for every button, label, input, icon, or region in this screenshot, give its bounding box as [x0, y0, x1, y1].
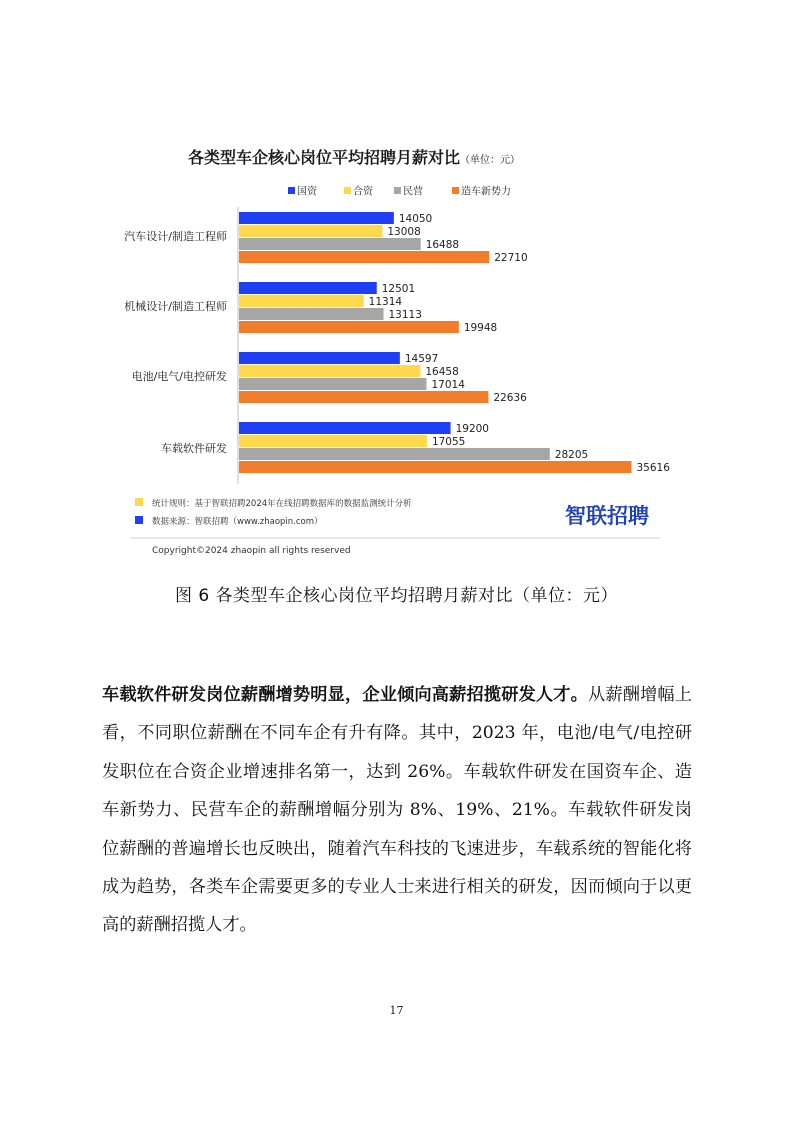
data-label-2-2: 11314: [368, 296, 403, 308]
legend-label-1: 国资: [297, 186, 317, 198]
bar-4-2: [239, 435, 427, 447]
figure-caption: 图 6 各类型车企核心岗位平均招聘月薪对比（单位：元）: [174, 586, 619, 606]
bar-2-1: [239, 282, 377, 294]
data-label-3-1: 14597: [404, 353, 439, 365]
legend-swatch-3: [394, 187, 401, 194]
data-label-3-4: 22636: [493, 392, 527, 404]
bar-4-3: [239, 448, 550, 460]
category-label-1: 汽车设计/制造工程师: [124, 230, 227, 243]
note-swatch-source: [135, 516, 143, 524]
bar-3-4: [239, 391, 488, 403]
note-rule: 统计规则：基于智联招聘2024年在线招聘数据库的数据监测统计分析: [152, 499, 412, 509]
data-label-2-1: 12501: [381, 283, 416, 295]
category-label-2: 机械设计/制造工程师: [124, 300, 227, 313]
salary-bar-chart: [110, 140, 670, 570]
data-label-1-2: 13008: [387, 226, 421, 238]
bar-3-1: [239, 352, 400, 364]
legend-swatch-1: [288, 187, 295, 194]
bar-4-1: [239, 422, 451, 434]
legend-label-4: 造车新势力: [461, 186, 511, 198]
data-label-2-4: 19948: [463, 322, 498, 334]
body-lead-sentence: 车载软件研发岗位薪酬增势明显，企业倾向高薪招揽研发人才。: [102, 685, 588, 705]
chart-copyright: Copyright©2024 zhaopin all rights reserved: [152, 546, 351, 556]
data-label-1-1: 14050: [398, 213, 433, 225]
bar-4-4: [239, 461, 631, 473]
chart-title-unit: （单位：元）: [460, 155, 521, 166]
brand-logo: 智联招聘: [565, 504, 649, 528]
data-label-1-4: 22710: [494, 252, 528, 264]
data-label-1-3: 16488: [425, 239, 460, 251]
chart-canvas: [110, 140, 670, 570]
page-number: 17: [389, 1004, 404, 1017]
bar-1-3: [239, 238, 421, 250]
bar-2-2: [239, 295, 364, 307]
bar-2-4: [239, 321, 459, 333]
data-label-3-2: 16458: [425, 366, 459, 378]
data-label-4-3: 28205: [554, 449, 589, 461]
bar-1-1: [239, 212, 394, 224]
legend-label-3: 民营: [403, 186, 423, 198]
bar-3-2: [239, 365, 420, 377]
data-label-2-3: 13113: [388, 309, 422, 321]
legend-swatch-4: [452, 187, 459, 194]
category-label-3: 电池/电气/电控研发: [131, 370, 227, 383]
note-swatch-rule: [135, 498, 143, 506]
category-label-4: 车载软件研发: [161, 442, 227, 455]
chart-title: [188, 148, 520, 167]
data-label-3-3: 17014: [431, 379, 465, 391]
bar-1-2: [239, 225, 382, 237]
data-label-4-4: 35616: [636, 462, 670, 474]
data-label-4-1: 19200: [455, 423, 489, 435]
legend-label-2: 合资: [353, 186, 373, 198]
bar-1-4: [239, 251, 489, 263]
data-label-4-2: 17055: [431, 436, 466, 448]
chart-title-main: 各类型车企核心岗位平均招聘月薪对比: [188, 148, 461, 167]
body-main-text: 从薪酬增幅上看，不同职位薪酬在不同车企有升有降。其中，2023 年，电池/电气/电控研发职位在合资企业增速排名第一，达到 26%。车载软件研发在国资车企、造车新势力、民营车企的薪酬增幅分别为 8%、19%、21%。车载软件研发岗位薪酬的普遍增长也反映出，随着汽车科技的飞速进步，车载系统的智能化将成为趋势，各类车企需要更多的专业人士来进行相关的研发，因而倾向于以更高的薪酬招揽人才。: [102, 685, 692, 936]
bar-2-3: [239, 308, 384, 320]
note-source: 数据来源：智联招聘（www.zhaopin.com）: [152, 517, 323, 527]
body-paragraph: [102, 676, 692, 945]
bar-3-3: [239, 378, 426, 390]
legend-swatch-2: [344, 187, 351, 194]
